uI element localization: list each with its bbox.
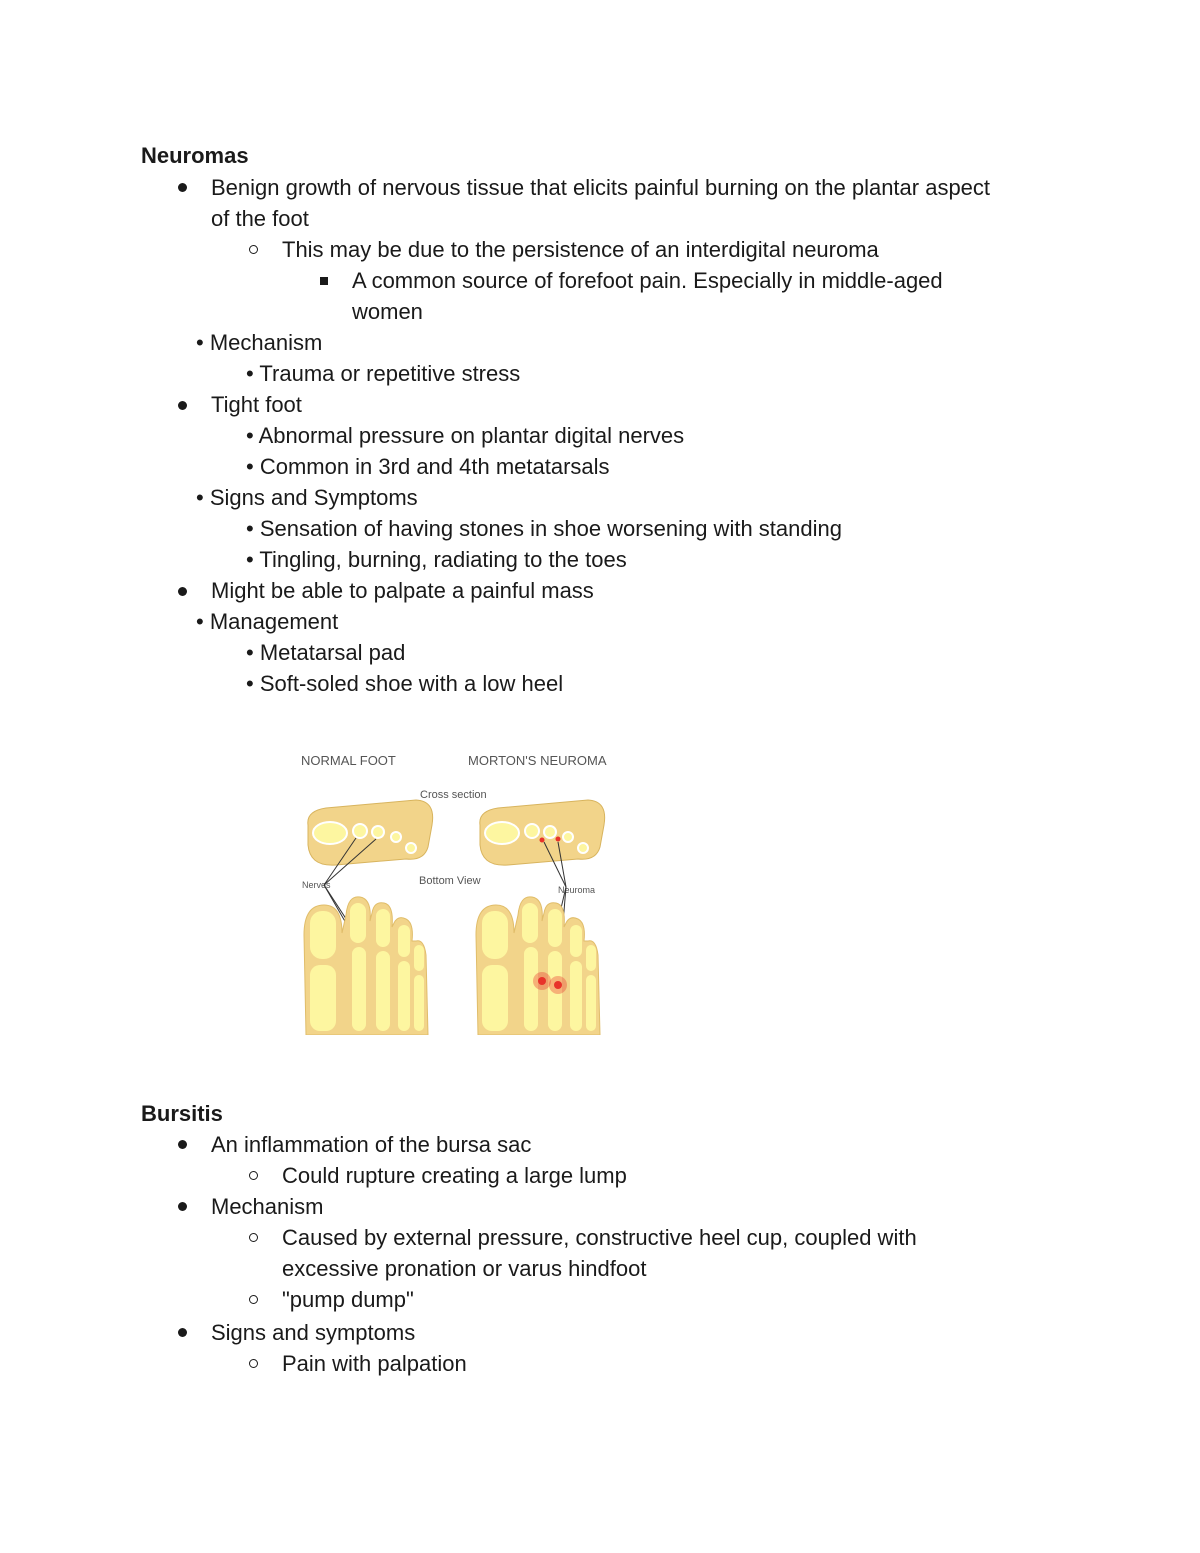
list-item: An inflammation of the bursa sac xyxy=(211,1132,532,1157)
mortons-neuroma-illustration xyxy=(296,745,630,1035)
list-item-continued: women xyxy=(352,299,423,324)
list-item: • Abnormal pressure on plantar digital nerves xyxy=(246,423,685,448)
bullet-circle-icon xyxy=(249,1295,258,1304)
list-item: Could rupture creating a large lump xyxy=(282,1163,627,1188)
bullet-disc-icon xyxy=(178,183,187,192)
section-heading-neuromas: Neuromas xyxy=(141,143,249,168)
bullet-circle-icon xyxy=(249,245,258,254)
list-item-continued: excessive pronation or varus hindfoot xyxy=(282,1256,647,1281)
bullet-disc-icon xyxy=(178,587,187,596)
list-item: • Tingling, burning, radiating to the toes xyxy=(246,547,627,572)
list-item: Might be able to palpate a painful mass xyxy=(211,578,594,603)
list-item: Signs and symptoms xyxy=(211,1320,416,1345)
list-item: • Signs and Symptoms xyxy=(196,485,418,510)
bullet-circle-icon xyxy=(249,1233,258,1242)
section-heading-bursitis: Bursitis xyxy=(141,1101,223,1126)
bottom-view-label: Bottom View xyxy=(419,875,481,887)
neuroma-foot-bottom-view xyxy=(476,897,600,1035)
list-item: Benign growth of nervous tissue that elicits painful burning on the plantar aspect xyxy=(211,175,991,200)
normal-cross-section xyxy=(308,800,433,865)
bullet-disc-icon xyxy=(178,1140,187,1149)
cross-section-label: Cross section xyxy=(420,789,487,801)
mortons-neuroma-label: MORTON'S NEUROMA xyxy=(468,753,607,768)
bullet-circle-icon xyxy=(249,1171,258,1180)
list-item-continued: of the foot xyxy=(211,206,309,231)
bullet-circle-icon xyxy=(249,1359,258,1368)
list-item: Mechanism xyxy=(211,1194,324,1219)
list-item: • Soft-soled shoe with a low heel xyxy=(246,671,564,696)
list-item: This may be due to the persistence of an interdigital neuroma xyxy=(282,237,879,262)
list-item: Pain with palpation xyxy=(282,1351,467,1376)
nerves-label: Nerves xyxy=(302,880,331,890)
list-item: Tight foot xyxy=(211,392,302,417)
bullet-disc-icon xyxy=(178,401,187,410)
neuroma-label: Neuroma xyxy=(558,885,596,895)
normal-foot-label: NORMAL FOOT xyxy=(301,753,396,768)
list-item: A common source of forefoot pain. Especially in middle-aged xyxy=(352,268,943,293)
list-item: • Management xyxy=(196,609,339,634)
list-item: Caused by external pressure, constructive heel cup, coupled with xyxy=(282,1225,917,1250)
list-item: • Common in 3rd and 4th metatarsals xyxy=(246,454,610,479)
list-item: "pump dump" xyxy=(282,1287,414,1312)
list-item: • Sensation of having stones in shoe worsening with standing xyxy=(246,516,842,541)
list-item: • Metatarsal pad xyxy=(246,640,406,665)
normal-foot-bottom-view xyxy=(304,897,428,1035)
bullet-square-icon xyxy=(320,277,328,285)
list-item: • Trauma or repetitive stress xyxy=(246,361,521,386)
bullet-disc-icon xyxy=(178,1328,187,1337)
neuroma-cross-section xyxy=(480,800,605,865)
bullet-disc-icon xyxy=(178,1202,187,1211)
list-item: • Mechanism xyxy=(196,330,323,355)
